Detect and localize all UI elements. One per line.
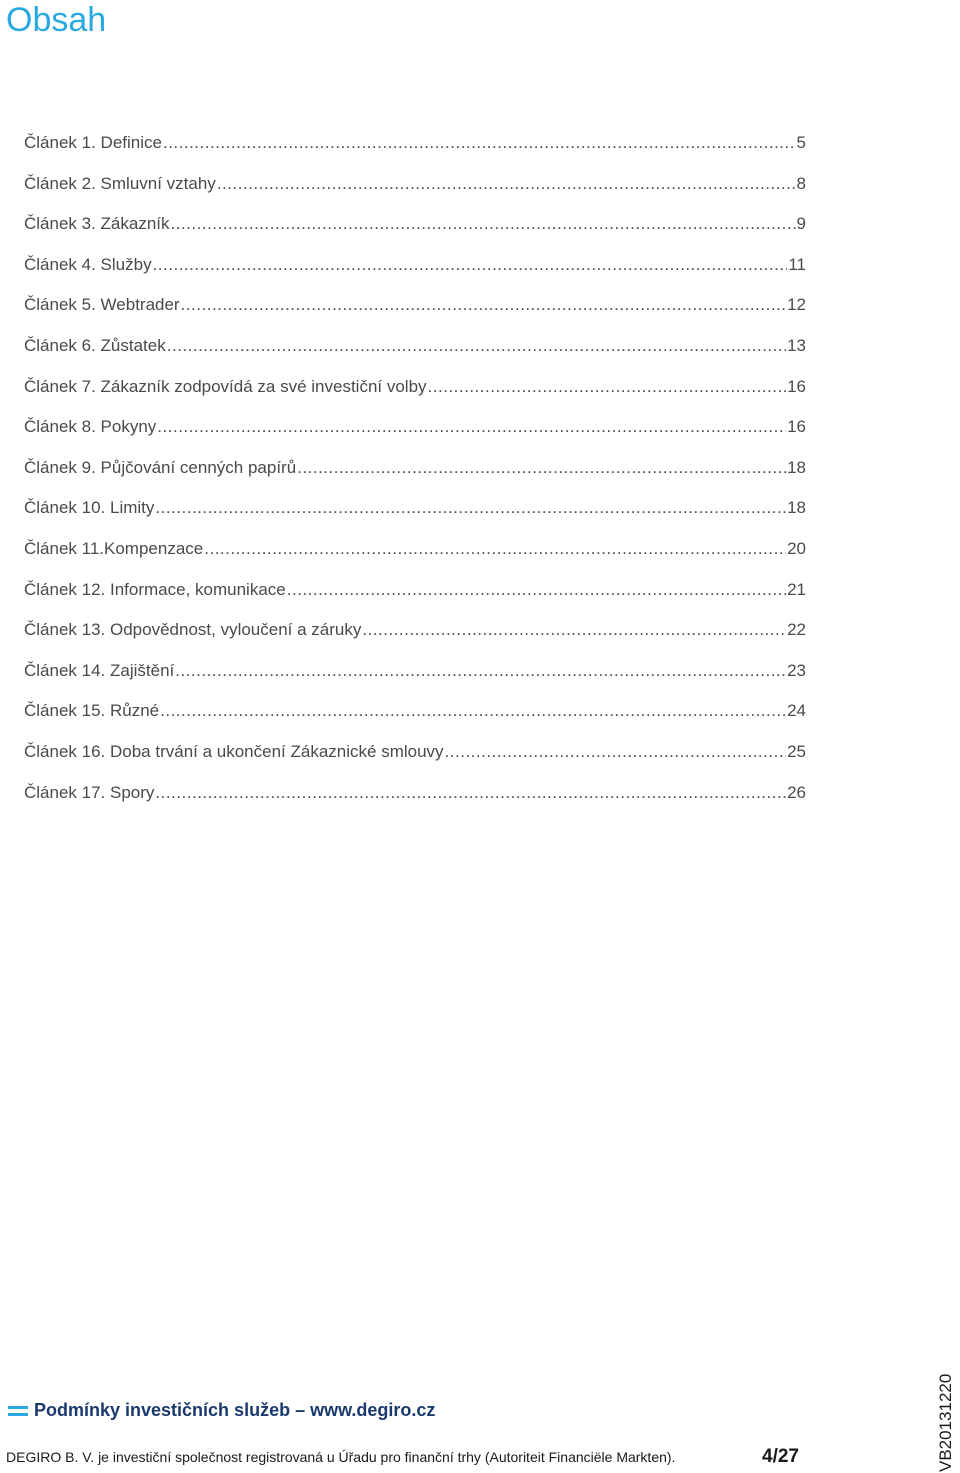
toc-entry[interactable] (24, 374, 806, 415)
toc-entry[interactable] (24, 130, 806, 171)
toc-entry-page: 20 (787, 538, 806, 558)
toc-entry-page: 21 (787, 579, 806, 599)
toc-entry-label: Článek 8. Pokyny (24, 417, 157, 437)
toc-dot-leader (167, 333, 786, 359)
toc-entry-page: 24 (787, 701, 806, 721)
toc-entry-page: 11 (788, 254, 806, 274)
toc-entry[interactable] (24, 536, 806, 577)
toc-entry[interactable] (24, 577, 806, 618)
toc-entry-page: 9 (796, 214, 806, 234)
toc-entry[interactable] (24, 414, 806, 455)
toc-entry-page: 8 (796, 173, 806, 193)
toc-entry-page: 25 (787, 741, 806, 761)
toc-dot-leader (287, 577, 786, 603)
toc-dot-leader (428, 374, 787, 400)
toc-entry-page: 23 (787, 660, 806, 680)
toc-dot-leader (171, 211, 796, 237)
toc-entry-label: Článek 17. Spory (24, 782, 155, 802)
toc-entry-page: 22 (787, 620, 806, 640)
toc-entry[interactable] (24, 333, 806, 374)
footer-legal-text: DEGIRO B. V. je investiční společnost registrovaná u Úřadu pro finanční trhy (Autoriteit Financiële Markten). (6, 1449, 676, 1465)
toc-entry-label: Článek 5. Webtrader (24, 295, 180, 315)
toc-dot-leader (175, 658, 786, 684)
toc-entry-label: Článek 10. Limity (24, 498, 155, 518)
toc-entry-page: 18 (787, 457, 806, 477)
footer-brand (8, 1400, 435, 1421)
toc-entry[interactable] (24, 455, 806, 496)
toc-entry-label: Článek 13. Odpovědnost, vyloučení a záruky (24, 620, 362, 640)
toc-entry[interactable] (24, 658, 806, 699)
table-of-contents (24, 130, 806, 820)
toc-entry-label: Článek 9. Půjčování cenných papírů (24, 457, 297, 477)
toc-entry-label: Článek 16. Doba trvání a ukončení Zákaznické smlouvy (24, 741, 444, 761)
toc-entry-page: 16 (787, 417, 806, 437)
toc-entry[interactable] (24, 739, 806, 780)
equals-icon (8, 1404, 28, 1418)
toc-dot-leader (362, 617, 786, 643)
toc-entry[interactable] (24, 495, 806, 536)
toc-dot-leader (204, 536, 786, 562)
toc-dot-leader (155, 780, 786, 806)
page-counter: 4/27 (762, 1446, 799, 1467)
toc-dot-leader (217, 171, 796, 197)
toc-dot-leader (160, 698, 786, 724)
toc-entry-label: Článek 6. Zůstatek (24, 335, 166, 355)
toc-entry[interactable] (24, 292, 806, 333)
toc-dot-leader (155, 495, 786, 521)
toc-entry-page: 16 (787, 376, 806, 396)
toc-entry-page: 13 (787, 335, 806, 355)
toc-dot-leader (163, 130, 796, 156)
toc-entry-label: Článek 2. Smluvní vztahy (24, 173, 216, 193)
toc-entry[interactable] (24, 698, 806, 739)
page-title: Obsah (6, 1, 107, 39)
toc-entry-label: Článek 14. Zajištění (24, 660, 175, 680)
toc-entry[interactable] (24, 617, 806, 658)
toc-dot-leader (153, 252, 788, 278)
toc-dot-leader (297, 455, 786, 481)
toc-dot-leader (157, 414, 786, 440)
toc-entry-label: Článek 7. Zákazník zodpovídá za své investiční volby (24, 376, 427, 396)
toc-entry-page: 5 (796, 133, 806, 152)
toc-entry-label: Článek 1. Definice (24, 133, 162, 152)
version-code: VB20131220 (936, 1373, 955, 1472)
toc-entry-page: 26 (787, 782, 806, 802)
toc-entry-label: Článek 4. Služby (24, 254, 152, 274)
toc-dot-leader (445, 739, 787, 765)
toc-entry[interactable] (24, 252, 806, 293)
footer-brand-text: Podmínky investičních služeb – www.degiro.cz (34, 1400, 436, 1420)
toc-entry[interactable] (24, 211, 806, 252)
toc-entry-label: Článek 3. Zákazník (24, 214, 170, 234)
toc-entry-page: 18 (787, 498, 806, 518)
toc-entry[interactable] (24, 780, 806, 821)
toc-dot-leader (181, 292, 786, 318)
toc-entry-label: Článek 15. Různé (24, 701, 160, 721)
toc-entry-page: 12 (787, 295, 806, 315)
toc-entry-label: Článek 12. Informace, komunikace (24, 579, 286, 599)
toc-entry[interactable] (24, 171, 806, 212)
toc-entry-label: Článek 11.Kompenzace (24, 538, 204, 558)
